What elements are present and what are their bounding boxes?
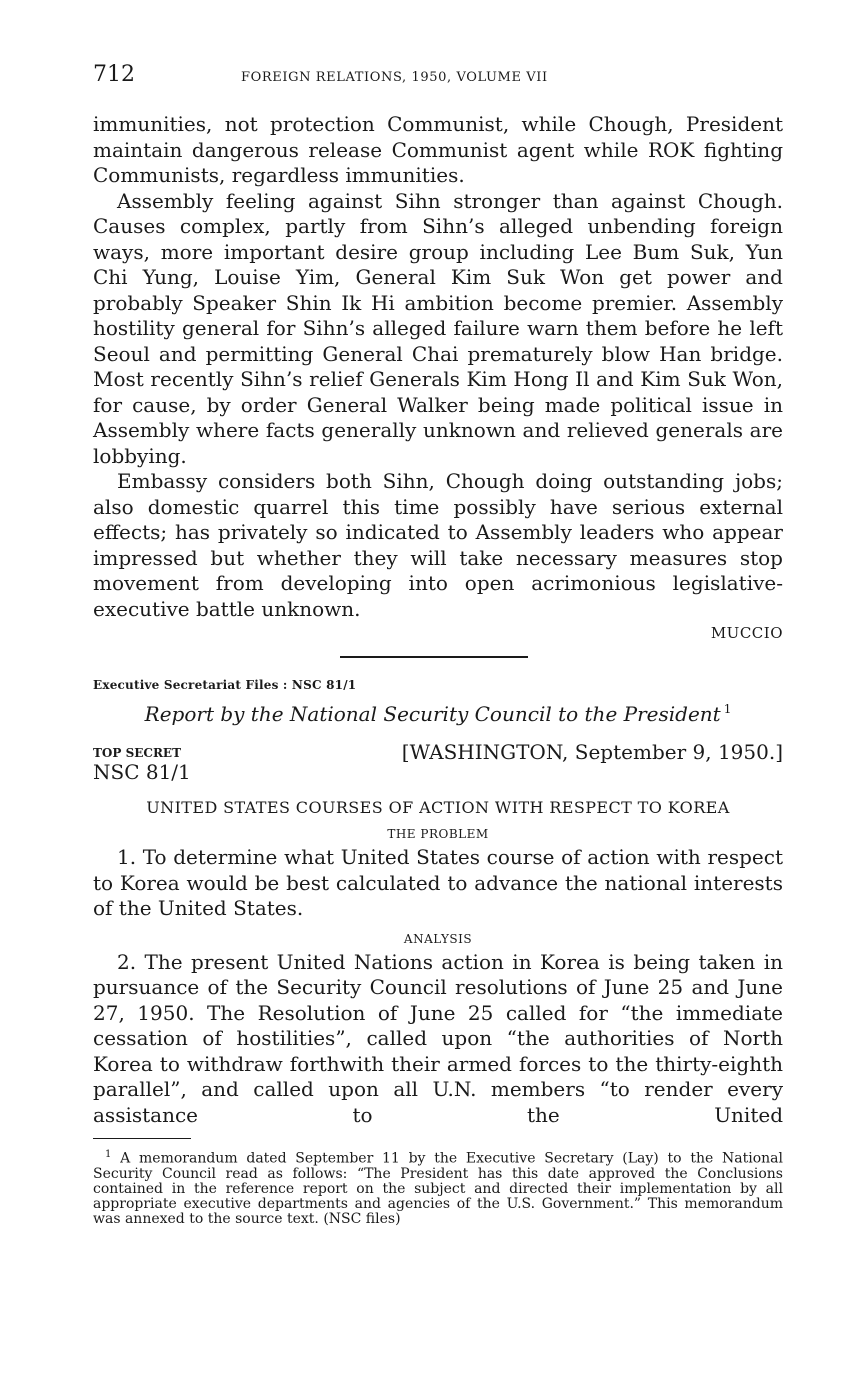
source-citation: Executive Secretariat Files : NSC 81/1 xyxy=(93,678,357,692)
place-date: [WASHINGTON, September 9, 1950.] xyxy=(401,740,783,764)
embassy-paragraph: Embassy considers both Sihn, Chough doing outstanding jobs; also domestic quarrel this time possibly have serious external effects; has privately so indicated to Assembly leaders who appear impressed but whether they will take necessary measures stop movement from developing into open acrimonious legislative-executive battle unknown. xyxy=(93,469,783,621)
document-meta xyxy=(93,738,783,788)
classification: TOP SECRET xyxy=(93,746,181,760)
page-number: 712 xyxy=(93,62,135,87)
heading-analysis: ANALYSIS xyxy=(403,931,473,946)
footnote-text: A memorandum dated September 11 by the Executive Secretary (Lay) to the National Security Council read as follows: “The President has this date approved the Conclusions contained in the reference report on the subject and directed their implementation by all appropriate executive departments and agencies of the U.S. Government.” This memorandum was annexed to the source text. (NSC files) xyxy=(93,1150,783,1227)
running-title: FOREIGN RELATIONS, 1950, VOLUME VII xyxy=(241,70,548,85)
footnote-divider xyxy=(93,1138,191,1139)
footnote xyxy=(93,1147,783,1227)
paragraph-1: 1. To determine what United States course of action with respect to Korea would be best calculated to advance the national interests of the United States. xyxy=(93,845,783,920)
document-number: NSC 81/1 xyxy=(93,760,191,784)
footnote-number: 1 xyxy=(105,1149,112,1160)
footnote-marker: 1 xyxy=(723,702,732,717)
report-title-text: Report by the National Security Council to the President xyxy=(144,702,721,726)
running-header xyxy=(93,62,783,92)
assembly-paragraph: Assembly feeling against Sihn stronger than against Chough. Causes complex, partly from Sihn’s alleged unbending foreign ways, more important desire group including Lee Bum Suk, Yun Chi Yung, Louise Yim, General Kim Suk Won get power and probably Speaker Shin Ik Hi ambition become premier. Assembly hostility general for Sihn’s alleged failure warn them before he left Seoul and permitting General Chai prematurely blow Han bridge. Most recently Sihn’s relief Generals Kim Hong Il and Kim Suk Won, for cause, by order General Walker being made political issue in Assembly where facts generally unknown and relieved generals are lobbying. xyxy=(93,188,783,468)
report-title xyxy=(93,702,783,726)
heading-problem: THE PROBLEM xyxy=(387,827,489,841)
signature: MUCCIO xyxy=(710,624,783,642)
continued-paragraph: immunities, not protection Communist, while Chough, President maintain dangerous release Communist agent while ROK fighting Communists, regardless immunities. xyxy=(93,112,783,187)
paragraph-2: 2. The present United Nations action in Korea is being taken in pursuance of the Security Council resolutions of June 25 and June 27, 1950. The Resolution of June 25 called for “the immediate cessation of hostilities”, called upon “the authorities of North Korea to withdraw forthwith their armed forces to the thirty-eighth parallel”, and called upon all U.N. members “to render every assistance to the United xyxy=(93,949,783,1127)
page-body xyxy=(93,112,783,1227)
section-divider xyxy=(340,656,528,658)
courses-title: UNITED STATES COURSES OF ACTION WITH RESPECT TO KOREA xyxy=(146,798,730,817)
